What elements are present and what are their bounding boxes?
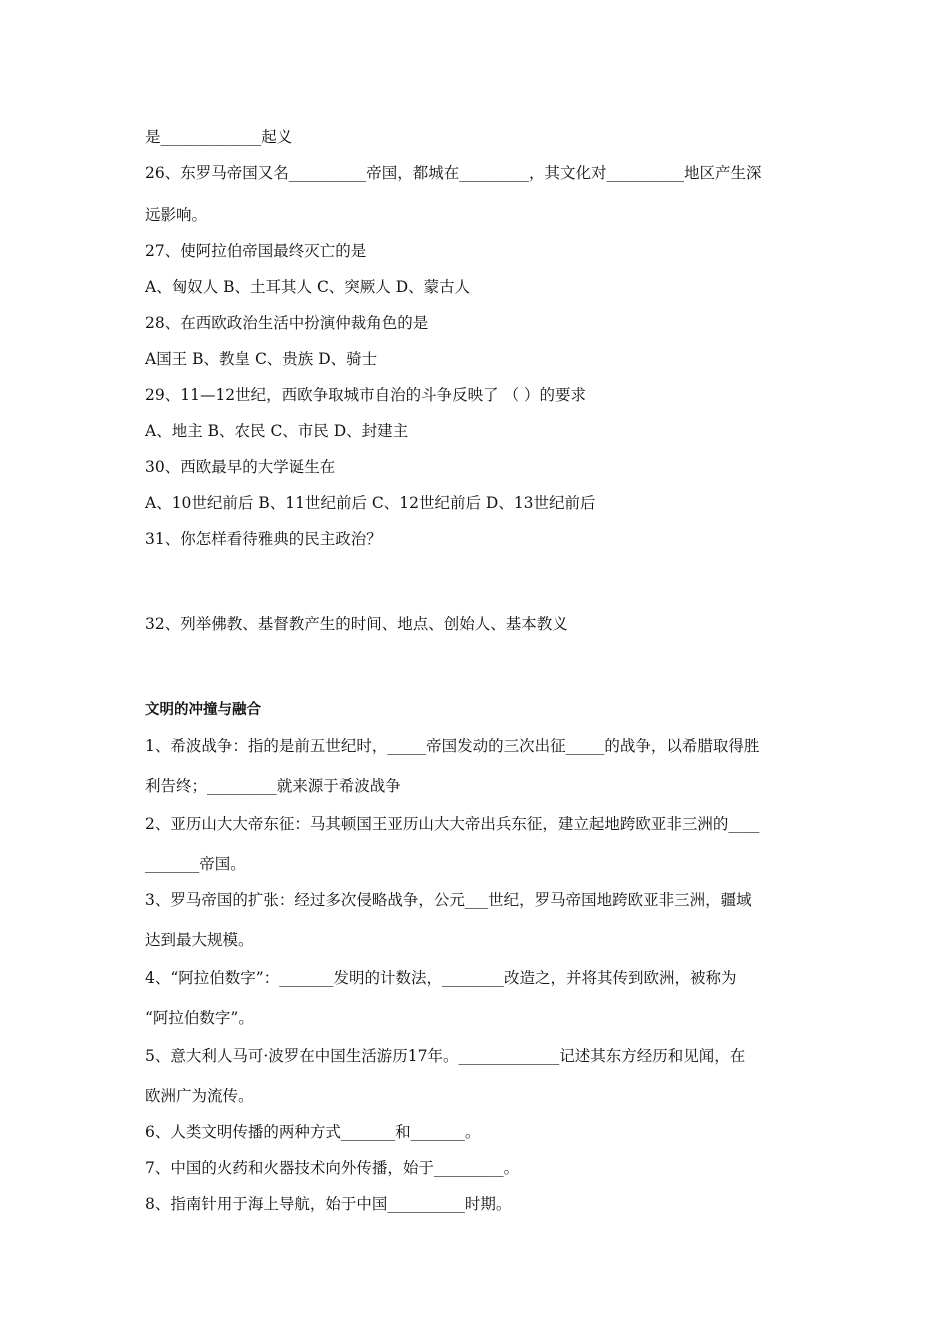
item-8: 8、指南针用于海上导航，始于中国__________时期。 bbox=[145, 1195, 512, 1213]
question-27: 27、使阿拉伯帝国最终灭亡的是 bbox=[145, 242, 367, 260]
item-3-cont: 达到最大规模。 bbox=[145, 931, 254, 949]
item-5: 5、意大利人马可·波罗在中国生活游历17年。_____________记述其东方经历和见闻，在 bbox=[145, 1047, 746, 1065]
section-heading: 文明的冲撞与融合 bbox=[145, 702, 261, 718]
question-32: 32、列举佛教、基督教产生的时间、地点、创始人、基本教义 bbox=[145, 615, 568, 633]
line-is-uprising: 是_____________起义 bbox=[145, 128, 293, 146]
question-28: 28、在西欧政治生活中扮演仲裁角色的是 bbox=[145, 314, 429, 332]
item-4-cont: “阿拉伯数字”。 bbox=[145, 1009, 254, 1027]
item-2-cont: _______帝国。 bbox=[145, 855, 246, 873]
question-31: 31、你怎样看待雅典的民主政治？ bbox=[145, 530, 382, 548]
item-1-cont: 利告终；_________就来源于希波战争 bbox=[145, 777, 401, 795]
item-6: 6、人类文明传播的两种方式_______和_______。 bbox=[145, 1123, 481, 1141]
item-1: 1、希波战争：指的是前五世纪时，_____帝国发动的三次出征_____的战争，以希腊取得胜 bbox=[145, 737, 760, 755]
item-2: 2、亚历山大大帝东征：马其顿国王亚历山大大帝出兵东征，建立起地跨欧亚非三洲的____ bbox=[145, 815, 760, 833]
question-29: 29、11—12世纪，西欧争取城市自治的斗争反映了 （ ）的要求 bbox=[145, 386, 587, 404]
question-26: 26、东罗马帝国又名__________帝国，都城在_________，其文化对__________地区产生深 bbox=[145, 164, 762, 182]
question-29-options: A、地主 B、农民 C、市民 D、封建主 bbox=[145, 422, 409, 440]
item-4: 4、“阿拉伯数字”：_______发明的计数法，________改造之，并将其传到欧洲，被称为 bbox=[145, 969, 737, 987]
question-27-options: A、匈奴人 B、土耳其人 C、突厥人 D、蒙古人 bbox=[145, 278, 471, 296]
item-3: 3、罗马帝国的扩张：经过多次侵略战争，公元___世纪，罗马帝国地跨欧亚非三洲，疆域 bbox=[145, 891, 752, 909]
question-28-options: A国王 B、教皇 C、贵族 D、骑士 bbox=[145, 350, 378, 368]
question-30-options: A、10世纪前后 B、11世纪前后 C、12世纪前后 D、13世纪前后 bbox=[145, 494, 596, 512]
question-30: 30、西欧最早的大学诞生在 bbox=[145, 458, 336, 476]
item-5-cont: 欧洲广为流传。 bbox=[145, 1087, 254, 1105]
question-26-cont: 远影响。 bbox=[145, 206, 208, 224]
item-7: 7、中国的火药和火器技术向外传播，始于_________。 bbox=[145, 1159, 520, 1177]
